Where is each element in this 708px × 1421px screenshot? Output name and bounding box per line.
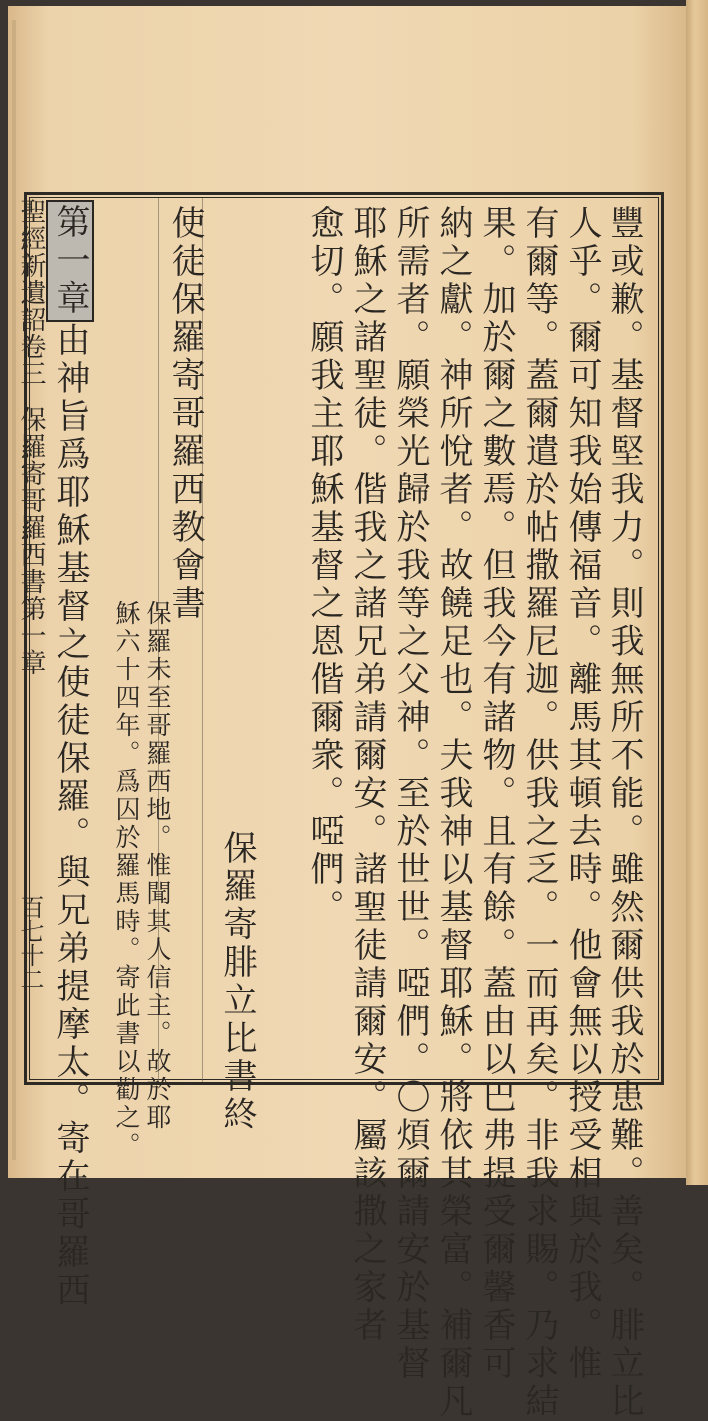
chapter-one-column — [50, 200, 94, 1310]
text-column-6: 所需者。願榮光歸於我等之父神。至於世世。啞們。〇煩爾請安於基督 — [390, 205, 430, 1383]
next-page-edge — [686, 0, 708, 1185]
margin-book-title: 聖經新遺詔卷三 — [16, 198, 46, 387]
text-column-8: 愈切。願我主耶穌基督之恩偕爾衆。啞們。 — [304, 205, 344, 927]
epistle-title: 使徒保羅寄哥羅西教會書 — [165, 205, 205, 623]
text-column-2: 人乎。爾可知我始傳福音。離馬其頓去時。他會無以授受相與於我。惟 — [562, 205, 602, 1383]
margin-chapter-title: 保羅寄哥羅西書第一章 — [16, 406, 46, 677]
chapter-one-text: 由神旨爲耶穌基督之使徒保羅。與兄弟提摩太。寄在哥羅西 — [50, 322, 90, 1310]
text-column-1: 豐或歉。基督堅我力。則我無所不能。雖然爾供我於患難。善矣。腓立比 — [604, 205, 644, 1421]
book-end-colophon: 保羅寄腓立比書終 — [217, 830, 257, 1134]
text-column-4: 果。加於爾之數焉。但我今有諸物。且有餘。蓋由以巴弗提受爾馨香可 — [476, 205, 516, 1383]
chapter-heading-badge: 第一章 — [46, 200, 94, 322]
text-column-7: 耶穌之諸聖徒。偕我之諸兄弟請爾安。諸聖徒請爾安。屬該撒之家者 — [347, 205, 387, 1345]
text-column-5: 納之獻。神所悅者。故饒足也。夫我神以基督耶穌。將依其榮富。補爾凡 — [433, 205, 473, 1421]
preface-note-line-2: 穌六十四年。爲囚於羅馬時。寄此書以勸之。 — [112, 600, 141, 1160]
text-column-3: 有爾等。蓋爾遣於帖撒羅尼迦。供我之乏。一而再矣。非我求賜。乃求結 — [519, 205, 559, 1421]
preface-note-line-1: 保羅未至哥羅西地。惟聞其人信主。故於耶 — [143, 600, 172, 1132]
folio-number: 百七十二 — [16, 895, 44, 991]
